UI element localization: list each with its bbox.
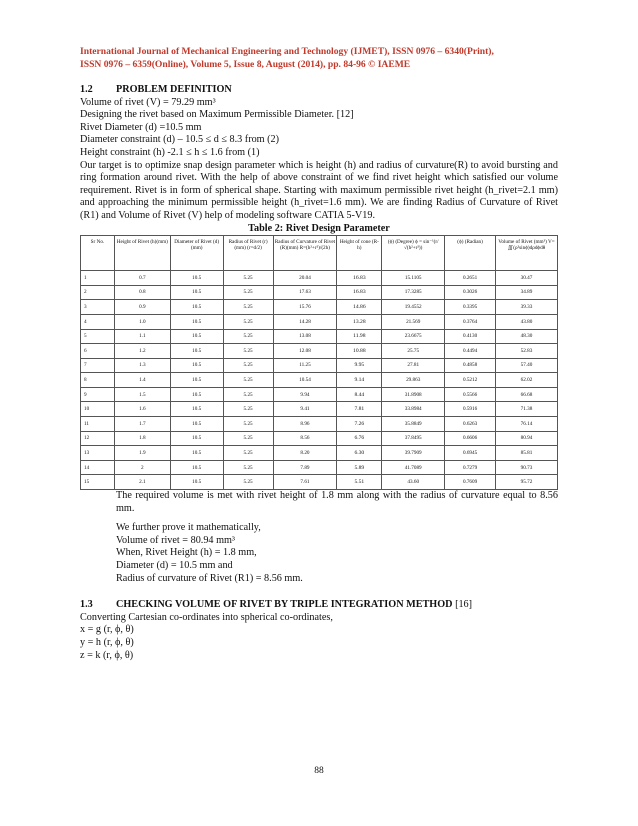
table-cell: 15.76 [273, 300, 337, 315]
result-paragraph: The required volume is met with rivet height of 1.8 mm along with the radius of curvature equal to 8.56 mm. [116, 490, 558, 514]
section-1-2-heading [80, 84, 558, 97]
table-cell: 5 [81, 329, 115, 344]
table-cell: 19.4552 [382, 300, 445, 315]
table-cell: 41.7089 [382, 460, 445, 475]
table-row [81, 475, 558, 490]
table-cell: 8.20 [273, 446, 337, 461]
table-cell: 43.60 [382, 475, 445, 490]
table-cell: 7.89 [273, 460, 337, 475]
column-header: Diameter of Rivet (d)(mm) [170, 236, 223, 271]
table-cell: 11 [81, 417, 115, 432]
header-line-2: ISSN 0976 – 6359(Online), Volume 5, Issue 8, August (2014), pp. 84-96 © IAEME [80, 59, 411, 70]
table-cell: 10.5 [170, 460, 223, 475]
table-cell: 17.63 [273, 285, 337, 300]
table-cell: 10.5 [170, 387, 223, 402]
table-cell: 0.7279 [445, 460, 496, 475]
table-cell: 5.25 [223, 431, 273, 446]
table-cell: 10.5 [170, 314, 223, 329]
x-equation: x = g (r, ϕ, θ) [80, 624, 134, 636]
table-cell: 7 [81, 358, 115, 373]
column-header: Height of cone (R-h) [337, 236, 382, 271]
table-cell: 9.41 [273, 402, 337, 417]
proof-line: Diameter (d) = 10.5 mm and [116, 560, 233, 571]
proof-line: We further prove it mathematically, [116, 522, 261, 534]
column-header: Height of Rivet (h)(mm) [114, 236, 170, 271]
table-caption: Table 2: Rivet Design Parameter [248, 222, 390, 234]
section-title: CHECKING VOLUME OF RIVET BY TRIPLE INTEGRATION METHOD [116, 599, 453, 611]
table-cell: 1.5 [114, 387, 170, 402]
table-cell: 2 [81, 285, 115, 300]
table-cell: 76.14 [496, 417, 558, 432]
table-cell: 8 [81, 373, 115, 388]
table-cell: 17.3285 [382, 285, 445, 300]
table-cell: 35.8849 [382, 417, 445, 432]
table-header-row [81, 236, 558, 271]
table-row [81, 314, 558, 329]
table-cell: 10.5 [170, 329, 223, 344]
table-cell: 5.25 [223, 475, 273, 490]
table-cell: 1.0 [114, 314, 170, 329]
table-cell: 29.863 [382, 373, 445, 388]
header-line-1: International Journal of Mechanical Engineering and Technology (IJMET), ISSN 0976 – 6340(Print), [80, 46, 494, 57]
table-row [81, 300, 558, 315]
table-cell: 9.14 [337, 373, 382, 388]
table-cell: 10.5 [170, 344, 223, 359]
rivet-design-table [80, 235, 558, 490]
table-row [81, 329, 558, 344]
table-cell: 7.26 [337, 417, 382, 432]
table-cell: 16.83 [337, 285, 382, 300]
table-cell: 1.8 [114, 431, 170, 446]
table-cell: 33.8984 [382, 402, 445, 417]
height-constraint-line: Height constraint (h) -2.1 ≤ h ≤ 1.6 from (1) [80, 146, 260, 158]
table-cell: 10.5 [170, 271, 223, 286]
table-cell: 10.5 [170, 373, 223, 388]
table-row [81, 417, 558, 432]
table-cell: 6 [81, 344, 115, 359]
table-cell: 0.6606 [445, 431, 496, 446]
table-row [81, 358, 558, 373]
table-cell: 5.25 [223, 300, 273, 315]
table-cell: 7.61 [273, 475, 337, 490]
table-cell: 10.5 [170, 417, 223, 432]
table-cell: 8.44 [337, 387, 382, 402]
table-row [81, 387, 558, 402]
table-cell: 0.8 [114, 285, 170, 300]
table-cell: 10.5 [170, 300, 223, 315]
column-header: Sr No. [81, 236, 115, 271]
table-cell: 0.7 [114, 271, 170, 286]
section-reference: [16] [455, 599, 473, 611]
table-row [81, 431, 558, 446]
table-cell: 7.81 [337, 402, 382, 417]
table-row [81, 344, 558, 359]
table-cell: 15 [81, 475, 115, 490]
section-title: PROBLEM DEFINITION [116, 84, 232, 95]
diameter-constraint-line: Diameter constraint (d) – 10.5 ≤ d ≤ 8.3 from (2) [80, 134, 280, 146]
table-cell: 95.72 [496, 475, 558, 490]
table-cell: 34.89 [496, 285, 558, 300]
table-cell: 0.5566 [445, 387, 496, 402]
table-row [81, 460, 558, 475]
table-cell: 16.83 [337, 271, 382, 286]
y-equation: y = h (r, ϕ, θ) [80, 636, 134, 648]
volume-line: Volume of rivet (V) = 79.29 mm³ [80, 96, 216, 108]
table-cell: 11.25 [273, 358, 337, 373]
table-cell: 10.5 [170, 402, 223, 417]
table-cell: 13 [81, 446, 115, 461]
column-header: Radius of Curvature of Rivet (R)(mm) R=(h²+r²)/(2h) [273, 236, 337, 271]
table-cell: 5.25 [223, 285, 273, 300]
table-cell: 1.3 [114, 358, 170, 373]
table-cell: 5.25 [223, 373, 273, 388]
table-cell: 0.3026 [445, 285, 496, 300]
table-cell: 5.25 [223, 417, 273, 432]
table-cell: 0.5212 [445, 373, 496, 388]
table-cell: 0.4130 [445, 329, 496, 344]
table-cell: 10.88 [337, 344, 382, 359]
table-cell: 31.8908 [382, 387, 445, 402]
table-cell: 5.25 [223, 446, 273, 461]
table-cell: 27.81 [382, 358, 445, 373]
table-cell: 9 [81, 387, 115, 402]
table-cell: 14 [81, 460, 115, 475]
conversion-line: Converting Cartesian co-ordinates into spherical co-ordinates, [80, 611, 333, 623]
table-cell: 10.5 [170, 446, 223, 461]
column-header: Radius of Rivet (r)(mm) (r=d/2) [223, 236, 273, 271]
table-cell: 9.94 [273, 387, 337, 402]
table-cell: 0.5916 [445, 402, 496, 417]
table-cell: 21.569 [382, 314, 445, 329]
page-content [80, 84, 558, 662]
table-cell: 10.5 [170, 358, 223, 373]
table-cell: 5.25 [223, 314, 273, 329]
proof-line: When, Rivet Height (h) = 1.8 mm, [116, 547, 257, 559]
table-cell: 0.3764 [445, 314, 496, 329]
table-cell: 11.98 [337, 329, 382, 344]
table-row [81, 373, 558, 388]
table-cell: 5.25 [223, 271, 273, 286]
table-cell: 25.75 [382, 344, 445, 359]
table-cell: 5.25 [223, 402, 273, 417]
table-cell: 0.6263 [445, 417, 496, 432]
table-cell: 2.1 [114, 475, 170, 490]
table-cell: 90.73 [496, 460, 558, 475]
table-cell: 1.2 [114, 344, 170, 359]
table-cell: 6.30 [337, 446, 382, 461]
column-header: Volume of Rivet (mm³) V= ∭(ρ²sinϕ)dρdϕdθ [496, 236, 558, 271]
table-cell: 52.83 [496, 344, 558, 359]
table-cell: 0.9 [114, 300, 170, 315]
page-number: 88 [314, 766, 324, 776]
table-cell: 23.6675 [382, 329, 445, 344]
journal-header [80, 45, 570, 71]
table-cell: 5.25 [223, 387, 273, 402]
table-cell: 13.08 [273, 329, 337, 344]
proof-block [80, 522, 558, 585]
table-cell: 10.5 [170, 431, 223, 446]
z-equation: z = k (r, ϕ, θ) [80, 649, 134, 661]
column-header: (ϕ) (Degree) ϕ = sin⁻¹(r/√(h²+r²)) [382, 236, 445, 271]
table-cell: 85.81 [496, 446, 558, 461]
table-cell: 1 [81, 271, 115, 286]
problem-paragraph: Our target is to optimize snap design parameter which is height (h) and radius of curvature(R) to avoid bursting and ring formation around rivet. With the help of above constraint of we find rivet height which satisfied our volume requirement. Rivet is in form of spherical shape. Starting with maximum permissible rivet height (h_rivet=2.1 mm) and approaching the minimum permissible height (h_rivet=1.6 mm). We are finding Radius of Curvature of Rivet (R1) and Volume of Rivet (V) help of modeling software CATIA 5-V19. [80, 159, 558, 221]
table-cell: 6.76 [337, 431, 382, 446]
table-cell: 8.96 [273, 417, 337, 432]
table-cell: 5.25 [223, 358, 273, 373]
design-basis-line: Designing the rivet based on Maximum Permissible Diameter. [12] [80, 109, 354, 121]
proof-line: Volume of rivet = 80.94 mm³ [116, 534, 235, 546]
table-cell: 1.1 [114, 329, 170, 344]
column-header: (ϕ) (Radian) [445, 236, 496, 271]
table-cell: 10 [81, 402, 115, 417]
table-cell: 71.38 [496, 402, 558, 417]
section-number: 1.2 [80, 84, 93, 95]
table-cell: 0.4494 [445, 344, 496, 359]
table-cell: 1.4 [114, 373, 170, 388]
table-row [81, 285, 558, 300]
table-cell: 0.2651 [445, 271, 496, 286]
table-cell: 39.7909 [382, 446, 445, 461]
section-1-3-heading [80, 599, 558, 612]
table-row [81, 446, 558, 461]
table-cell: 5.25 [223, 460, 273, 475]
table-cell: 10.5 [170, 475, 223, 490]
table-cell: 1.7 [114, 417, 170, 432]
table-cell: 5.25 [223, 329, 273, 344]
table-cell: 0.6945 [445, 446, 496, 461]
rivet-diameter-line: Rivet Diameter (d) =10.5 mm [80, 121, 202, 133]
table-cell: 5.25 [223, 344, 273, 359]
table-cell: 5.89 [337, 460, 382, 475]
table-cell: 0.4858 [445, 358, 496, 373]
table-cell: 0.7609 [445, 475, 496, 490]
table-cell: 57.40 [496, 358, 558, 373]
table-cell: 15.1105 [382, 271, 445, 286]
table-cell: 12.08 [273, 344, 337, 359]
table-cell: 80.94 [496, 431, 558, 446]
proof-line: Radius of curvature of Rivet (R1) = 8.56 mm. [116, 572, 303, 584]
table-cell: 37.8495 [382, 431, 445, 446]
table-cell: 13.28 [337, 314, 382, 329]
table-cell: 66.68 [496, 387, 558, 402]
table-cell: 0.3395 [445, 300, 496, 315]
table-cell: 1.9 [114, 446, 170, 461]
table-cell: 10.54 [273, 373, 337, 388]
table-cell: 14.28 [273, 314, 337, 329]
table-cell: 2 [114, 460, 170, 475]
table-cell: 8.56 [273, 431, 337, 446]
table-cell: 9.95 [337, 358, 382, 373]
table-row [81, 271, 558, 286]
table-cell: 1.6 [114, 402, 170, 417]
section-number: 1.3 [80, 599, 93, 611]
table-cell: 12 [81, 431, 115, 446]
table-cell: 20.04 [273, 271, 337, 286]
table-cell: 30.47 [496, 271, 558, 286]
table-cell: 3 [81, 300, 115, 315]
table-cell: 10.5 [170, 285, 223, 300]
table-cell: 62.02 [496, 373, 558, 388]
table-cell: 39.33 [496, 300, 558, 315]
table-cell: 5.51 [337, 475, 382, 490]
table-cell: 4 [81, 314, 115, 329]
table-cell: 14.86 [337, 300, 382, 315]
table-cell: 48.30 [496, 329, 558, 344]
table-cell: 43.80 [496, 314, 558, 329]
table-row [81, 402, 558, 417]
